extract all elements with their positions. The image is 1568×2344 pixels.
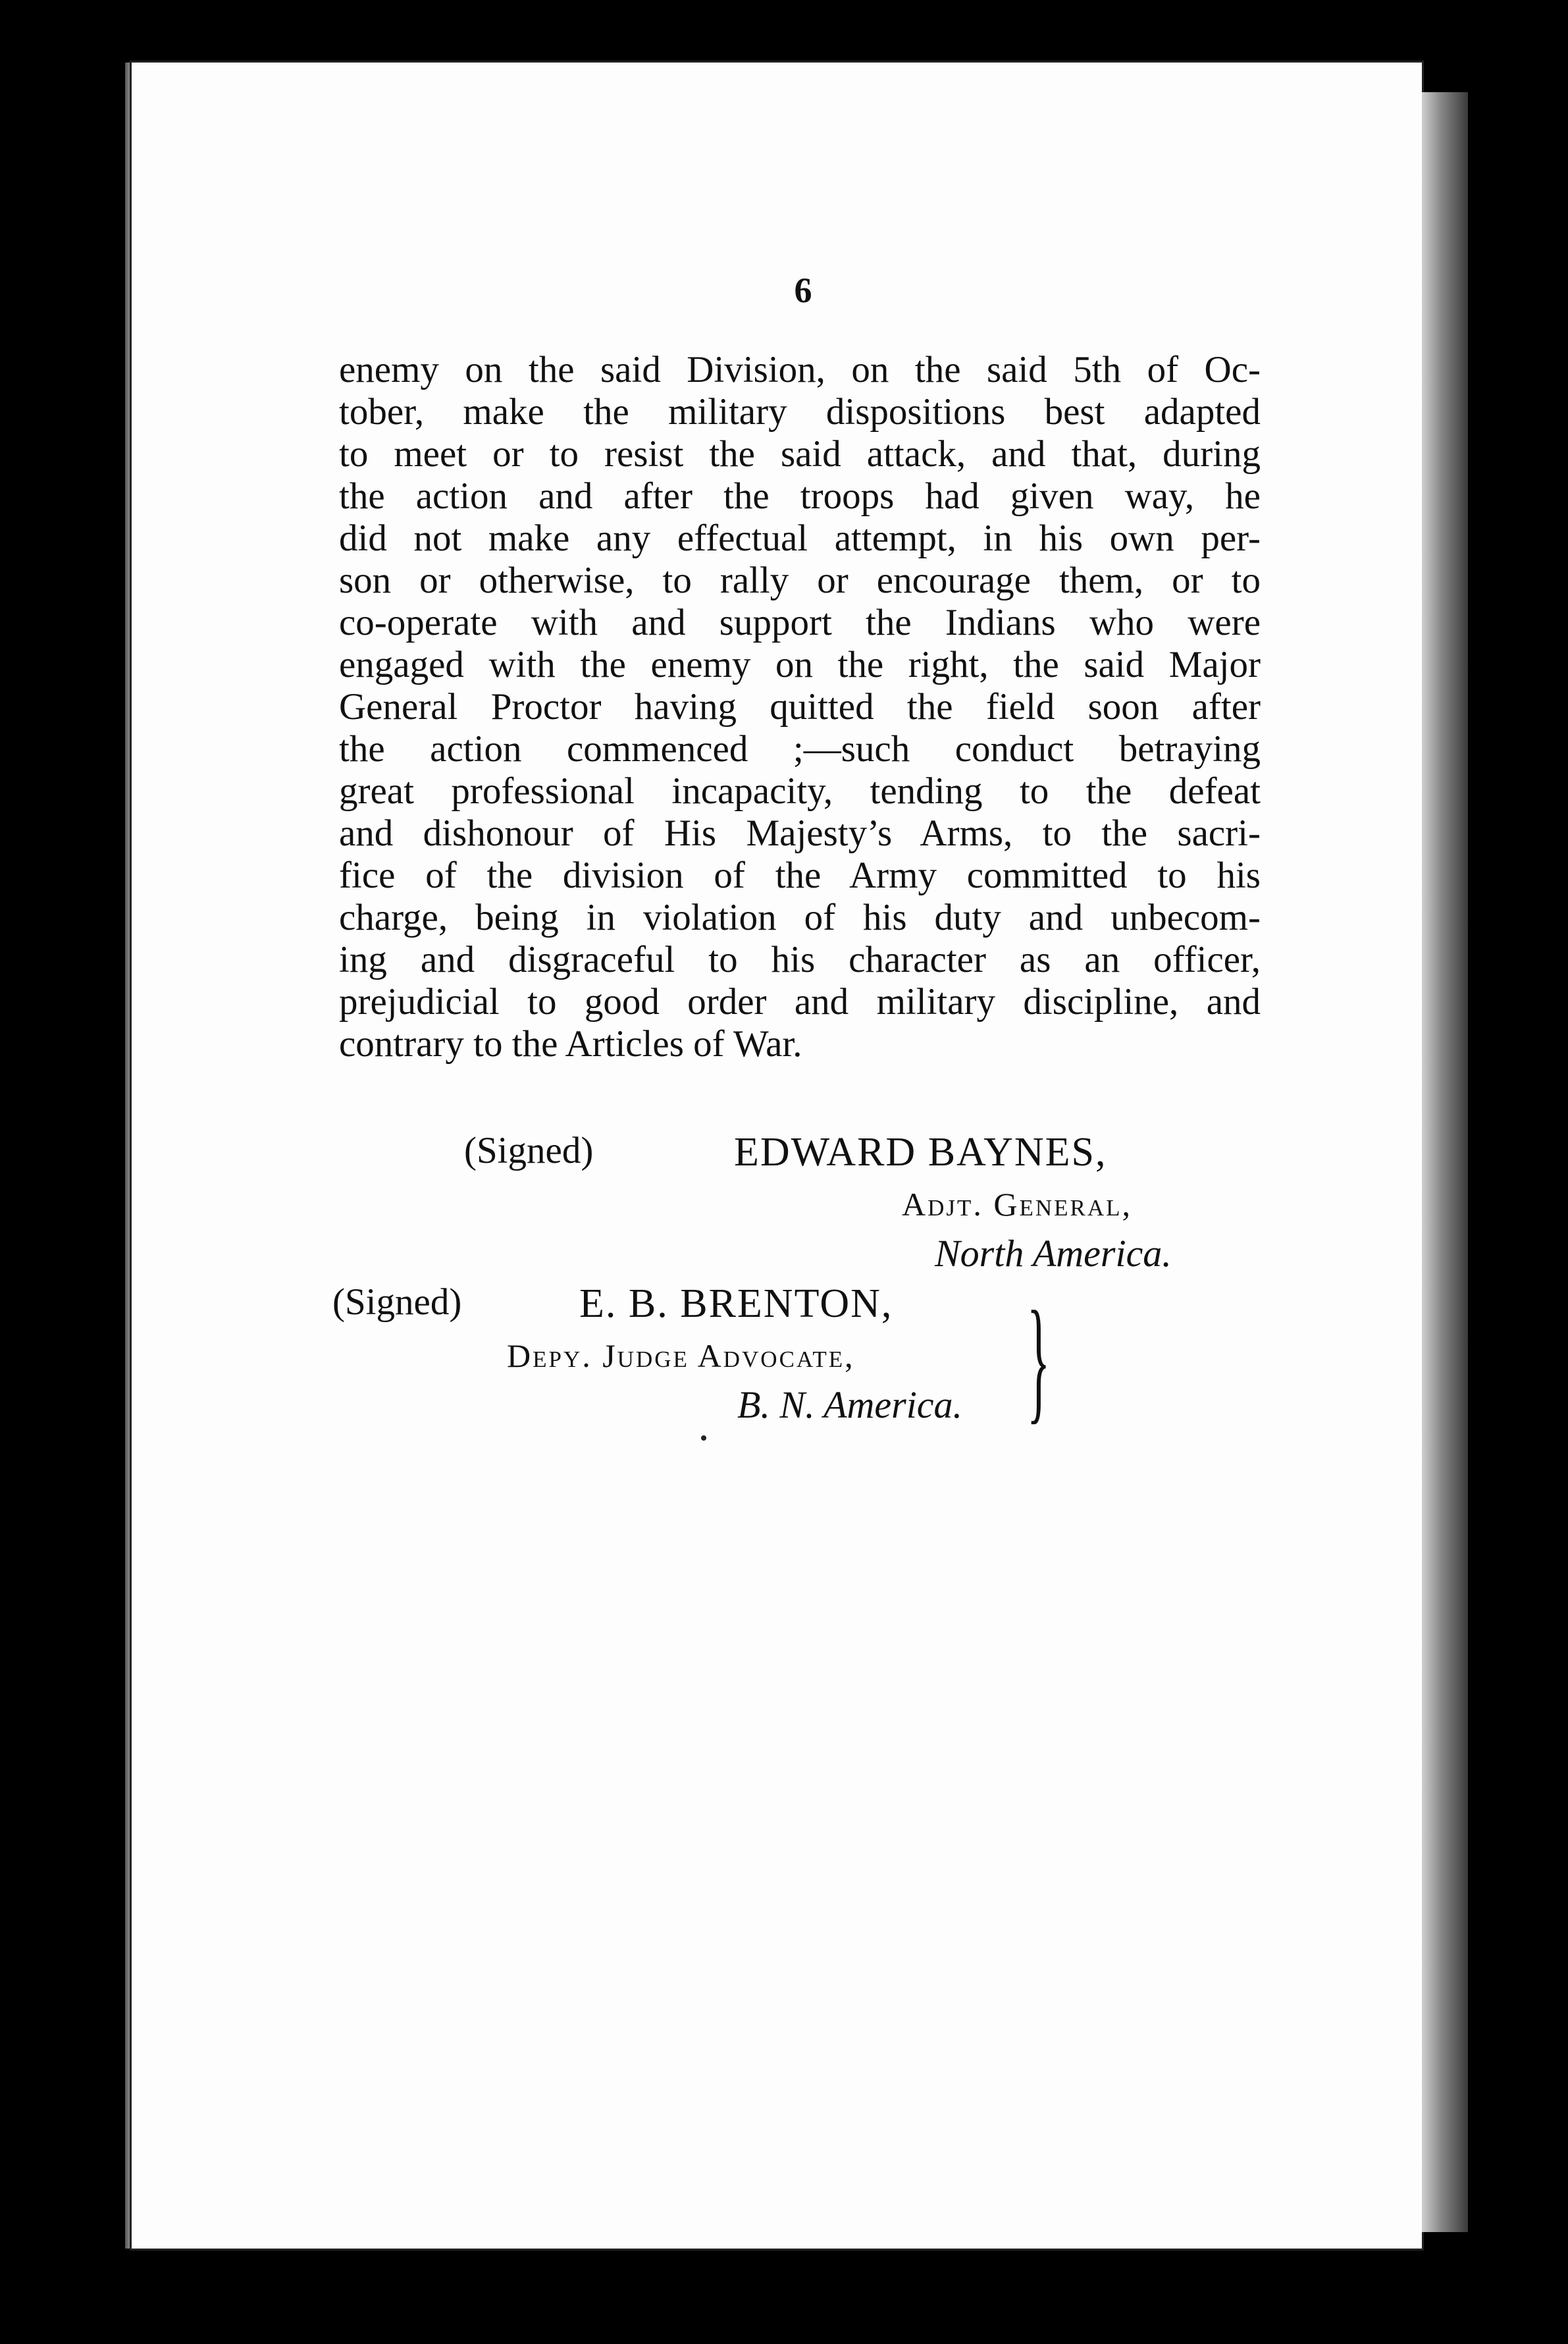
body-line: co-operate with and support the Indians who were — [339, 602, 1261, 643]
signed-label-1: (Signed) — [464, 1130, 594, 1171]
body-line: and dishonour of His Majesty’s Arms, to the sacri- — [339, 812, 1261, 854]
body-text — [339, 349, 1261, 1065]
body-line: ing and disgraceful to his character as an officer, — [339, 939, 1261, 980]
body-line: contrary to the Articles of War. — [339, 1023, 802, 1065]
body-line: son or otherwise, to rally or encourage them, or to — [339, 560, 1261, 601]
body-line: great professional incapacity, tending to the defeat — [339, 770, 1261, 812]
body-line: the action and after the troops had given way, he — [339, 475, 1261, 517]
body-line: the action commenced ;—such conduct betraying — [339, 728, 1261, 770]
page-number: 6 — [794, 271, 812, 310]
body-line: did not make any effectual attempt, in his own per- — [339, 518, 1261, 559]
body-line: fice of the division of the Army committed to his — [339, 855, 1261, 896]
signed-label-2: (Signed) — [332, 1281, 462, 1323]
body-line: enemy on the said Division, on the said 5th of Oc- — [339, 349, 1261, 390]
body-line: tober, make the military dispositions best adapted — [339, 391, 1261, 433]
signatory-place-2: B. N. America. — [737, 1383, 963, 1426]
body-line: engaged with the enemy on the right, the said Major — [339, 644, 1261, 685]
body-line: to meet or to resist the said attack, and that, during — [339, 433, 1261, 475]
signatory-place-1: North America. — [935, 1232, 1172, 1275]
brace-glyph: } — [1027, 1283, 1051, 1436]
body-line: charge, being in violation of his duty and unbecom- — [339, 897, 1261, 938]
signatory-name-1: EDWARD BAYNES, — [734, 1130, 1107, 1175]
body-line: prejudicial to good order and military discipline, and — [339, 981, 1261, 1023]
signatory-title-1: Adjt. General, — [902, 1186, 1133, 1223]
signatory-title-2: Depy. Judge Advocate, — [507, 1337, 855, 1374]
ink-dot — [701, 1435, 706, 1441]
body-line: General Proctor having quitted the field soon after — [339, 686, 1261, 728]
page-right-edge — [1422, 92, 1468, 2232]
signatory-name-2: E. B. BRENTON, — [579, 1281, 893, 1326]
